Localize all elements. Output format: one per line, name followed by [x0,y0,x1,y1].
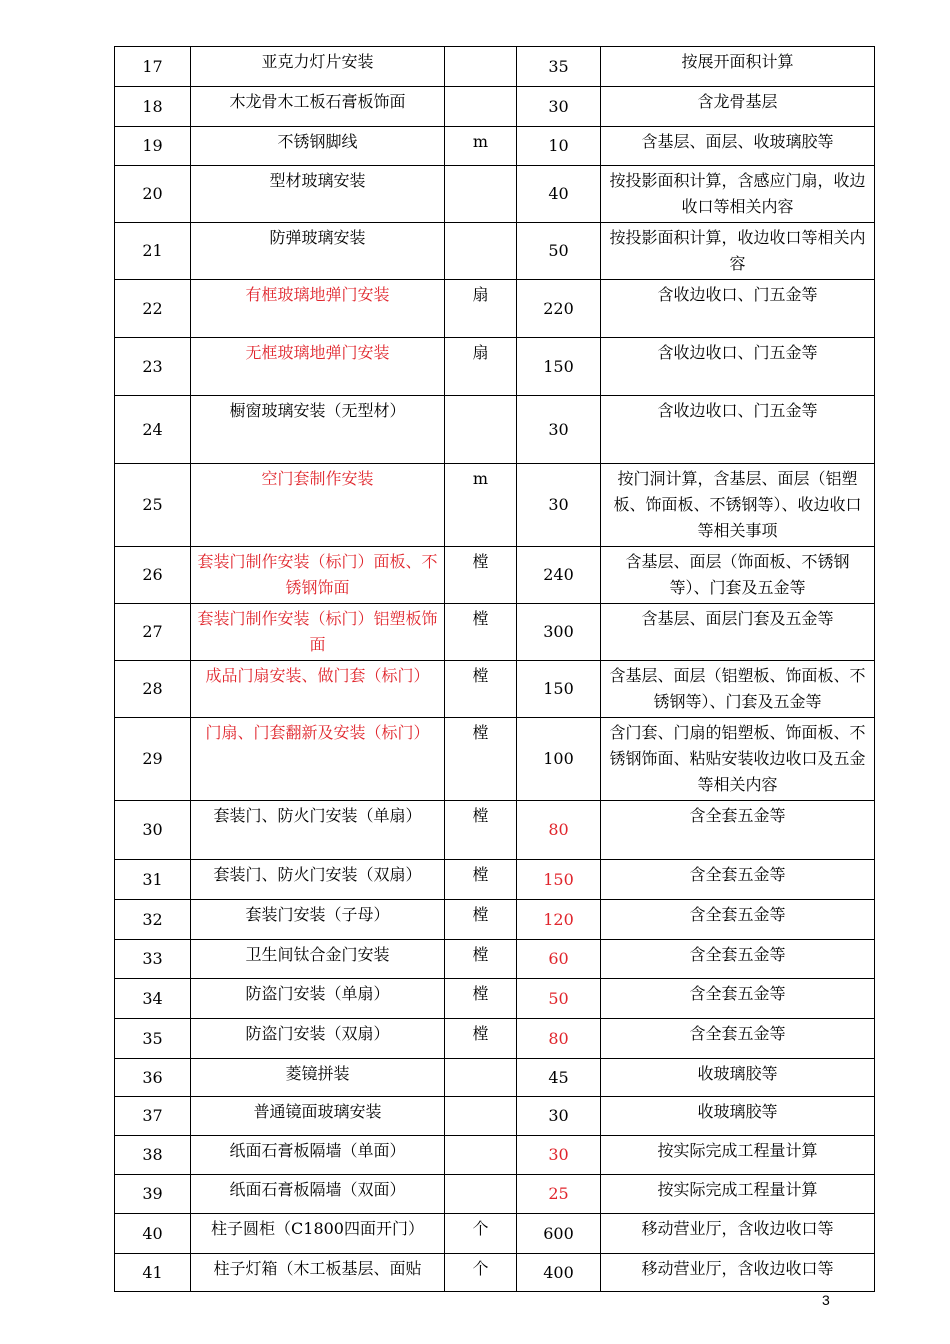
remark: 含龙骨基层 [601,87,875,127]
unit: 扇 [445,338,517,396]
item-name: 纸面石膏板隔墙（双面） [191,1175,445,1214]
item-name: 木龙骨木工板石膏板饰面 [191,87,445,127]
unit-price: 50 [517,223,601,280]
unit [445,1059,517,1097]
table-row [115,87,875,127]
unit: 个 [445,1214,517,1254]
row-number: 36 [115,1059,191,1097]
remark: 含基层、面层、收玻璃胶等 [601,127,875,166]
unit: 扇 [445,280,517,338]
row-number: 25 [115,464,191,547]
unit-price: 400 [517,1254,601,1292]
table-row [115,940,875,979]
unit-price: 30 [517,1097,601,1136]
unit-price: 30 [517,87,601,127]
table-row [115,860,875,900]
unit-price: 30 [517,1136,601,1175]
table-row [115,718,875,801]
table-row [115,47,875,87]
item-name: 菱镜拼装 [191,1059,445,1097]
unit [445,1175,517,1214]
row-number: 24 [115,396,191,464]
row-number: 35 [115,1019,191,1059]
remark: 按实际完成工程量计算 [601,1136,875,1175]
item-name: 套装门、防火门安装（双扇） [191,860,445,900]
unit: 樘 [445,801,517,860]
table-row [115,127,875,166]
remark: 含基层、面层（铝塑板、饰面板、不锈钢等）、门套及五金等 [601,661,875,718]
item-name: 门扇、门套翻新及安装（标门） [191,718,445,801]
item-name: 型材玻璃安装 [191,166,445,223]
unit-price: 50 [517,979,601,1019]
unit: 樘 [445,940,517,979]
unit: 樘 [445,604,517,661]
unit-price: 100 [517,718,601,801]
unit-price: 240 [517,547,601,604]
unit-price: 150 [517,661,601,718]
remark: 按展开面积计算 [601,47,875,87]
table-row [115,1175,875,1214]
row-number: 28 [115,661,191,718]
unit-price: 30 [517,464,601,547]
remark: 含收边收口、门五金等 [601,280,875,338]
remark: 含全套五金等 [601,900,875,940]
unit: 樘 [445,1019,517,1059]
table-row [115,604,875,661]
item-name: 卫生间钛合金门安装 [191,940,445,979]
row-number: 20 [115,166,191,223]
item-name: 不锈钢脚线 [191,127,445,166]
table-row [115,979,875,1019]
row-number: 23 [115,338,191,396]
table-row [115,166,875,223]
item-name: 柱子灯箱（木工板基层、面贴 [191,1254,445,1292]
remark: 移动营业厅，含收边收口等 [601,1254,875,1292]
row-number: 32 [115,900,191,940]
item-name: 成品门扇安装、做门套（标门） [191,661,445,718]
unit-price: 10 [517,127,601,166]
table-row [115,1214,875,1254]
unit [445,87,517,127]
item-name: 橱窗玻璃安装（无型材） [191,396,445,464]
item-name: 套装门安装（子母） [191,900,445,940]
row-number: 19 [115,127,191,166]
remark: 收玻璃胶等 [601,1059,875,1097]
row-number: 41 [115,1254,191,1292]
remark: 含基层、面层门套及五金等 [601,604,875,661]
row-number: 38 [115,1136,191,1175]
unit-price: 120 [517,900,601,940]
item-name: 柱子圆柜（C1800四面开门） [191,1214,445,1254]
unit: 樘 [445,979,517,1019]
remark: 含全套五金等 [601,860,875,900]
remark: 按实际完成工程量计算 [601,1175,875,1214]
unit-price: 220 [517,280,601,338]
unit-price: 35 [517,47,601,87]
unit [445,223,517,280]
unit: m [445,464,517,547]
item-name: 防弹玻璃安装 [191,223,445,280]
remark: 含全套五金等 [601,1019,875,1059]
table-row [115,223,875,280]
table-row [115,801,875,860]
unit: 樘 [445,860,517,900]
item-name: 套装门制作安装（标门）面板、不锈钢饰面 [191,547,445,604]
unit: m [445,127,517,166]
remark: 收玻璃胶等 [601,1097,875,1136]
unit: 樘 [445,900,517,940]
table-row [115,396,875,464]
table-row [115,1136,875,1175]
unit: 樘 [445,661,517,718]
remark: 按投影面积计算，含感应门扇，收边收口等相关内容 [601,166,875,223]
table-row [115,1097,875,1136]
row-number: 40 [115,1214,191,1254]
item-name: 套装门制作安装（标门）铝塑板饰面 [191,604,445,661]
table-row [115,1059,875,1097]
price-table [114,46,875,1292]
row-number: 39 [115,1175,191,1214]
unit: 个 [445,1254,517,1292]
remark: 含全套五金等 [601,979,875,1019]
unit-price: 150 [517,338,601,396]
item-name: 套装门、防火门安装（单扇） [191,801,445,860]
unit-price: 80 [517,801,601,860]
item-name: 防盗门安装（双扇） [191,1019,445,1059]
unit-price: 30 [517,396,601,464]
item-name: 防盗门安装（单扇） [191,979,445,1019]
remark: 含收边收口、门五金等 [601,396,875,464]
unit-price: 25 [517,1175,601,1214]
row-number: 34 [115,979,191,1019]
item-name: 无框玻璃地弹门安装 [191,338,445,396]
row-number: 18 [115,87,191,127]
unit [445,166,517,223]
remark: 按门洞计算，含基层、面层（铝塑板、饰面板、不锈钢等）、收边收口等相关事项 [601,464,875,547]
unit-price: 40 [517,166,601,223]
remark: 含收边收口、门五金等 [601,338,875,396]
remark: 移动营业厅，含收边收口等 [601,1214,875,1254]
unit-price: 600 [517,1214,601,1254]
unit [445,47,517,87]
remark: 按投影面积计算，收边收口等相关内容 [601,223,875,280]
row-number: 26 [115,547,191,604]
table-row [115,900,875,940]
table-row [115,464,875,547]
unit [445,396,517,464]
table-row [115,338,875,396]
unit: 樘 [445,547,517,604]
row-number: 29 [115,718,191,801]
table-row [115,1019,875,1059]
item-name: 普通镜面玻璃安装 [191,1097,445,1136]
row-number: 17 [115,47,191,87]
table-row [115,1254,875,1292]
table-body [115,47,875,1292]
unit: 樘 [445,718,517,801]
row-number: 31 [115,860,191,900]
unit-price: 45 [517,1059,601,1097]
row-number: 37 [115,1097,191,1136]
item-name: 有框玻璃地弹门安装 [191,280,445,338]
remark: 含全套五金等 [601,940,875,979]
table-row [115,280,875,338]
row-number: 33 [115,940,191,979]
item-name: 亚克力灯片安装 [191,47,445,87]
unit-price: 150 [517,860,601,900]
unit-price: 300 [517,604,601,661]
unit-price: 60 [517,940,601,979]
unit-price: 80 [517,1019,601,1059]
remark: 含基层、面层（饰面板、不锈钢等）、门套及五金等 [601,547,875,604]
row-number: 22 [115,280,191,338]
item-name: 纸面石膏板隔墙（单面） [191,1136,445,1175]
row-number: 21 [115,223,191,280]
table-row [115,547,875,604]
item-name: 空门套制作安装 [191,464,445,547]
remark: 含全套五金等 [601,801,875,860]
unit [445,1136,517,1175]
row-number: 30 [115,801,191,860]
remark: 含门套、门扇的铝塑板、饰面板、不锈钢饰面、粘贴安装收边收口及五金等相关内容 [601,718,875,801]
table-row [115,661,875,718]
row-number: 27 [115,604,191,661]
unit [445,1097,517,1136]
page-number: 3 [822,1292,830,1308]
